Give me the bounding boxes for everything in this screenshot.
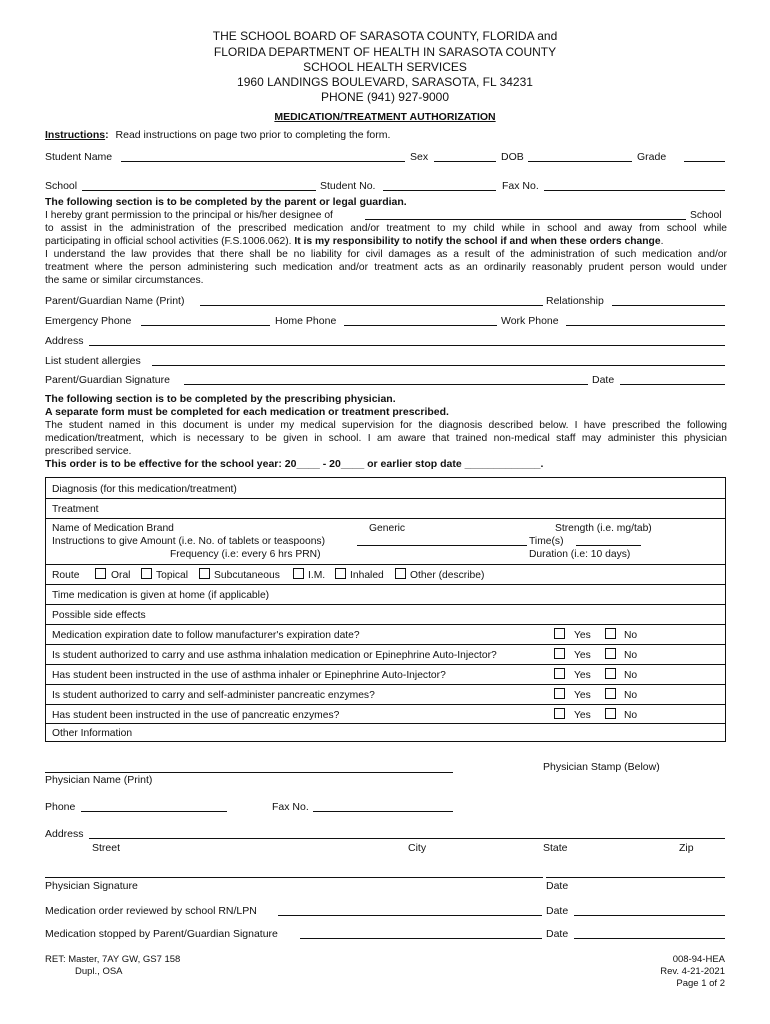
route-topical-checkbox[interactable] (141, 568, 152, 579)
parent-para-line-5: treatment where the person administering such medication and/or treatment acts as an ordinarily reasonably prudent person would under (45, 262, 727, 273)
route-label: Route (52, 570, 80, 581)
question-4-no-checkbox[interactable] (605, 688, 616, 699)
physician-section-heading: The following section is to be completed by the prescribing physician. (45, 393, 396, 405)
grade-field[interactable] (684, 161, 725, 162)
state-label: State (543, 842, 568, 854)
guardian-date-field[interactable] (620, 384, 725, 385)
city-label: City (408, 842, 427, 854)
question-1-yes-label: Yes (574, 630, 591, 641)
route-im-label: I.M. (308, 570, 326, 581)
medication-details-row[interactable] (46, 518, 725, 564)
zip-label: Zip (679, 842, 694, 854)
dob-label: DOB (501, 151, 524, 163)
parent-para-line-2: to assist in the administration of the prescribed medication and/or treatment to my child while in school and away from school while (45, 223, 727, 234)
question-1-no-checkbox[interactable] (605, 628, 616, 639)
physician-phone-field[interactable] (81, 811, 227, 812)
route-im-checkbox[interactable] (293, 568, 304, 579)
emergency-phone-field[interactable] (141, 325, 270, 326)
parent-para-line-3 (45, 235, 727, 248)
times-label: Time(s) (529, 536, 564, 547)
home-time-label: Time medication is given at home (if applicable) (52, 590, 270, 601)
reviewed-date-field[interactable] (574, 915, 725, 916)
fax-label: Fax No. (502, 180, 539, 192)
generic-label: Generic (369, 523, 406, 534)
question-4: Is student authorized to carry and self-administer pancreatic enzymes? (52, 690, 375, 701)
question-5-yes-checkbox[interactable] (554, 708, 565, 719)
header-line-1: THE SCHOOL BOARD OF SARASOTA COUNTY, FLORIDA and (212, 29, 558, 43)
guardian-signature-label: Parent/Guardian Signature (45, 374, 170, 386)
guardian-signature-field[interactable] (184, 384, 588, 385)
question-3: Has student been instructed in the use of asthma inhaler or Epinephrine Auto-Injector? (52, 670, 446, 681)
student-name-label: Student Name (45, 151, 113, 163)
question-row-1 (46, 624, 725, 644)
medication-table (45, 477, 726, 742)
instructions-label: Instructions (45, 129, 106, 141)
physician-para-line-3: prescribed service. (45, 446, 132, 457)
reviewed-date-label: Date (546, 905, 569, 917)
question-1-no-label: No (624, 630, 638, 641)
physician-signature-label: Physician Signature (45, 880, 138, 892)
physician-phone-label: Phone (45, 801, 76, 813)
header-line-3: SCHOOL HEALTH SERVICES (303, 60, 467, 74)
route-subcutaneous-label: Subcutaneous (214, 570, 280, 581)
question-2-yes-label: Yes (574, 650, 591, 661)
question-2-yes-checkbox[interactable] (554, 648, 565, 659)
form-title: MEDICATION/TREATMENT AUTHORIZATION (274, 111, 496, 123)
route-oral-checkbox[interactable] (95, 568, 106, 579)
question-5-yes-label: Yes (574, 710, 591, 721)
side-effects-row[interactable] (46, 604, 725, 624)
question-2: Is student authorized to carry and use asthma inhalation medication or Epinephrine Auto-Injector? (52, 650, 497, 661)
instructions-colon: : (105, 129, 109, 141)
header-line-4: 1960 LANDINGS BOULEVARD, SARASOTA, FL 34231 (237, 75, 533, 89)
question-3-yes-label: Yes (574, 670, 591, 681)
physician-signature-field[interactable] (45, 877, 543, 878)
dob-field[interactable] (528, 161, 632, 162)
work-phone-field[interactable] (566, 325, 725, 326)
other-info-row[interactable] (46, 723, 725, 741)
physician-name-label: Physician Name (Print) (45, 774, 153, 786)
times-field[interactable] (576, 545, 641, 546)
footer-revision: Rev. 4-21-2021 (660, 966, 725, 977)
question-row-5 (46, 704, 725, 724)
diagnosis-label: Diagnosis (for this medication/treatment) (52, 484, 237, 495)
relationship-field[interactable] (612, 305, 725, 306)
student-no-field[interactable] (383, 190, 496, 191)
allergies-label: List student allergies (45, 355, 141, 367)
physician-address-label: Address (45, 828, 84, 840)
address-field[interactable] (89, 345, 725, 346)
question-4-yes-checkbox[interactable] (554, 688, 565, 699)
frequency-label: Frequency (i.e: every 6 hrs PRN) (170, 549, 321, 560)
route-oral-label: Oral (111, 570, 131, 581)
question-4-yes-label: Yes (574, 690, 591, 701)
grant-text: I hereby grant permission to the principal or his/her designee of (45, 210, 333, 221)
physician-fax-field[interactable] (313, 811, 453, 812)
physician-fax-label: Fax No. (272, 801, 309, 813)
strength-label: Strength (i.e. mg/tab) (555, 523, 652, 534)
footer-form-number: 008-94-HEA (672, 954, 725, 965)
sex-label: Sex (410, 151, 429, 163)
physician-section-subheading: A separate form must be completed for each medication or treatment prescribed. (45, 406, 449, 418)
address-label: Address (45, 335, 84, 347)
parent-para-line-3c: . (660, 236, 664, 247)
question-4-no-label: No (624, 690, 638, 701)
amount-field[interactable] (357, 545, 527, 546)
question-2-no-label: No (624, 650, 638, 661)
work-phone-label: Work Phone (501, 315, 559, 327)
duration-label: Duration (i.e: 10 days) (529, 549, 631, 560)
parent-para-line-6: the same or similar circumstances. (45, 275, 204, 286)
parent-para-line-4: I understand the law provides that there shall be no liability for civil damages as a result of the administration of such medication and/or (45, 249, 727, 260)
route-other-label: Other (describe) (410, 570, 485, 581)
question-5: Has student been instructed in the use of pancreatic enzymes? (52, 710, 340, 721)
instructions-text: Read instructions on page two prior to completing the form. (115, 129, 391, 141)
guardian-name-field[interactable] (200, 305, 543, 306)
relationship-label: Relationship (546, 295, 604, 307)
guardian-name-label: Parent/Guardian Name (Print) (45, 295, 185, 307)
stopped-field[interactable] (300, 938, 542, 939)
student-name-field[interactable] (121, 161, 405, 162)
treatment-label: Treatment (52, 504, 99, 515)
school-word: School (690, 210, 722, 221)
reviewed-label: Medication order reviewed by school RN/LPN (45, 905, 257, 917)
physician-date-field[interactable] (546, 877, 725, 878)
home-time-row[interactable] (46, 584, 725, 604)
stopped-date-field[interactable] (574, 938, 725, 939)
route-row (46, 564, 725, 584)
fax-field[interactable] (544, 190, 725, 191)
route-topical-label: Topical (156, 570, 189, 581)
route-inhaled-checkbox[interactable] (335, 568, 346, 579)
question-1: Medication expiration date to follow manufacturer's expiration date? (52, 630, 360, 641)
parent-para-line-3b: It is my responsibility to notify the school if and when these orders change (294, 236, 661, 247)
question-5-no-label: No (624, 710, 638, 721)
medication-name-label: Name of Medication Brand (52, 523, 174, 534)
question-row-2 (46, 644, 725, 664)
allergies-field[interactable] (152, 365, 725, 366)
parent-section-heading: The following section is to be completed by the parent or legal guardian. (45, 196, 407, 208)
header-line-2: FLORIDA DEPARTMENT OF HEALTH IN SARASOTA COUNTY (213, 45, 557, 59)
question-1-yes-checkbox[interactable] (554, 628, 565, 639)
route-other-checkbox[interactable] (395, 568, 406, 579)
question-3-no-checkbox[interactable] (605, 668, 616, 679)
school-field[interactable] (82, 190, 316, 191)
route-inhaled-label: Inhaled (350, 570, 384, 581)
header-line-5: PHONE (941) 927-9000 (320, 90, 450, 104)
instructions (45, 129, 390, 142)
home-phone-label: Home Phone (275, 315, 337, 327)
footer-ret-line-2: Dupl., OSA (75, 966, 123, 977)
question-2-no-checkbox[interactable] (605, 648, 616, 659)
physician-date-label: Date (546, 880, 569, 892)
guardian-date-label: Date (592, 374, 615, 386)
designee-school-field[interactable] (365, 219, 686, 220)
physician-para-line-2: medication/treatment, which is necessary to be given in school. I am aware that trained non-medical staff may administer this physician (45, 433, 727, 444)
side-effects-label: Possible side effects (52, 610, 146, 621)
treatment-row[interactable] (46, 498, 725, 518)
school-label: School (45, 180, 78, 192)
stopped-label: Medication stopped by Parent/Guardian Signature (45, 928, 278, 940)
footer-page-number: Page 1 of 2 (676, 978, 725, 989)
instructions-amount-label: Instructions to give Amount (i.e. No. of tablets or teaspoons) (52, 536, 326, 547)
question-3-no-label: No (624, 670, 638, 681)
question-5-no-checkbox[interactable] (605, 708, 616, 719)
street-label: Street (92, 842, 121, 854)
route-subcutaneous-checkbox[interactable] (199, 568, 210, 579)
physician-stamp-label: Physician Stamp (Below) (543, 761, 660, 773)
stopped-date-label: Date (546, 928, 569, 940)
physician-address-field[interactable] (89, 838, 725, 839)
question-3-yes-checkbox[interactable] (554, 668, 565, 679)
footer-ret-line-1: RET: Master, 7AY GW, GS7 158 (45, 954, 181, 965)
question-row-4 (46, 684, 725, 704)
student-no-label: Student No. (320, 180, 376, 192)
question-row-3 (46, 664, 725, 684)
home-phone-field[interactable] (344, 325, 497, 326)
physician-name-field[interactable] (45, 772, 453, 773)
sex-field[interactable] (434, 161, 496, 162)
physician-para-line-1: The student named in this document is under my medical supervision for the diagnosis described below. I have prescribed the following (45, 420, 727, 431)
reviewed-field[interactable] (278, 915, 542, 916)
emergency-phone-label: Emergency Phone (45, 315, 132, 327)
grade-label: Grade (637, 151, 667, 163)
other-info-label: Other Information (52, 728, 133, 739)
effective-statement: This order is to be effective for the school year: 20____ - 20____ or earlier stop date _____________. (45, 458, 544, 470)
parent-para-line-3a: participating in official school activities (F.S.1006.062). (45, 236, 292, 247)
